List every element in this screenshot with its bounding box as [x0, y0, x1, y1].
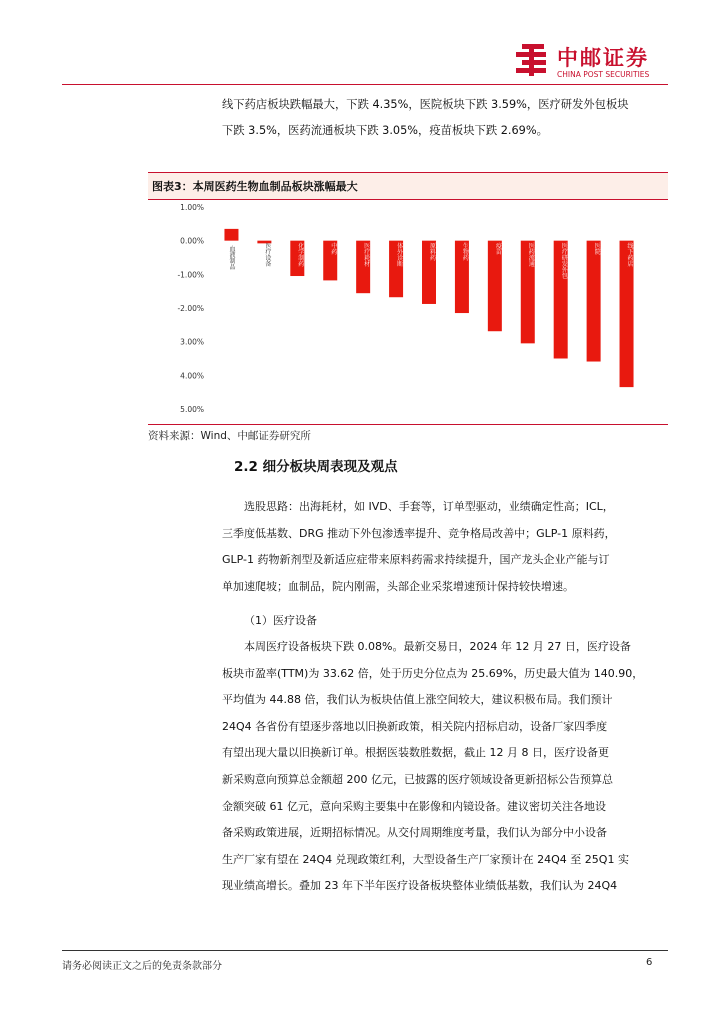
header-divider	[62, 84, 668, 85]
y-tick-label: 3.00%	[180, 337, 204, 347]
y-tick-label: 4.00%	[180, 371, 204, 381]
intro-line-1: 线下药店板块跌幅最大，下跌 4.35%，医院板块下跌 3.59%，医疗研发外包板块	[222, 98, 629, 111]
sector-weekly-change-chart	[148, 198, 668, 420]
category-label: 医药流通	[527, 242, 535, 267]
paragraph-line: 24Q4 各省份有望逐步落地以旧换新政策，相关院内招标启动，设备厂家四季度	[222, 719, 608, 733]
y-tick-label: 0.00%	[180, 236, 204, 246]
china-post-logo-icon	[512, 42, 552, 78]
category-label: 医疗耗材	[362, 242, 370, 267]
paragraph-line: 板块市盈率(TTM)为 33.62 倍，处于历史分位点为 25.69%，历史最大值为 140.90，	[222, 666, 644, 680]
y-tick-label: 1.00%	[180, 203, 204, 212]
paragraph-line: 本周医疗设备板块下跌 0.08%。最新交易日，2024 年 12 月 27 日，医疗设备	[244, 640, 631, 653]
logo-english-name: CHINA POST SECURITIES	[557, 70, 650, 79]
y-tick-label: 5.00%	[180, 405, 204, 414]
intro-line-2: 下跌 3.5%，医药流通板块下跌 3.05%，疫苗板块下跌 2.69%。	[222, 124, 548, 137]
category-label: 化学制药	[296, 242, 304, 267]
paragraph-line: 金额突破 61 亿元，意向采购主要集中在影像和内镜设备。建议密切关注各地设	[222, 799, 606, 813]
paragraph-line: 单加速爬坡；血制品，院内刚需，头部企业采浆增速预计保持较快增速。	[222, 579, 574, 593]
medical-devices-paragraph	[222, 634, 668, 900]
category-label: 原料药	[428, 242, 436, 261]
category-label: 医院	[593, 242, 601, 255]
page-number: 6	[646, 957, 653, 968]
paragraph-line: 有望出现大量以旧换新订单。根据医装数胜数据，截止 12 月 8 日，医疗设备更	[222, 746, 609, 760]
paragraph-line: GLP-1 药物新剂型及新适应症带来原料药需求持续提升，国产龙头企业产能与订	[222, 553, 610, 567]
bar-医院	[587, 241, 601, 362]
bar-血液制品	[224, 229, 238, 241]
paragraph-line: 选股思路：出海耗材，如 IVD、手套等，订单型驱动，业绩确定性高；ICL，	[244, 500, 614, 513]
logo-chinese-name: 中邮证券	[557, 46, 649, 70]
footer-disclaimer: 请务必阅读正文之后的免责条款部分	[62, 961, 222, 972]
category-label: 医疗设备	[263, 242, 271, 267]
paragraph-line: 三季度低基数、DRG 推动下外包渗透率提升、竞争格局改善中；GLP-1 原料药，	[222, 526, 616, 540]
footer-divider	[62, 950, 668, 951]
figure-source: 资料来源：Wind、中邮证券研究所	[148, 430, 311, 442]
subheading-medical-devices: （1）医疗设备	[244, 614, 317, 627]
figure-title-bar	[148, 172, 668, 200]
paragraph-line: 生产厂家有望在 24Q4 兑现政策红利，大型设备生产厂家预计在 24Q4 至 25Q1 实	[222, 852, 629, 866]
paragraph-line: 新采购意向预算总金额超 200 亿元，已披露的医疗领域设备更新招标公告预算总	[222, 772, 613, 786]
stock-selection-paragraph	[222, 494, 668, 600]
y-tick-label: -1.00%	[177, 270, 204, 280]
category-label: 疫苗	[494, 242, 502, 255]
source-divider	[148, 424, 668, 425]
category-label: 医疗研发外包	[560, 242, 568, 279]
paragraph-line: 平均值为 44.88 倍，我们认为板块估值上涨空间较大，建议积极布局。我们预计	[222, 693, 613, 707]
y-tick-label: -2.00%	[177, 304, 204, 313]
category-label: 生物药	[461, 242, 469, 261]
category-label: 血液制品	[227, 245, 235, 270]
paragraph-line: 现业绩高增长。叠加 23 年下半年医疗设备板块整体业绩低基数，我们认为 24Q4	[222, 879, 618, 893]
company-logo	[512, 40, 672, 82]
figure-title: 图表3：本周医药生物血制品板块涨幅最大	[152, 180, 358, 193]
category-label: 线下药店	[626, 242, 634, 267]
category-label: 中药	[329, 242, 337, 255]
section-title: 2.2 细分板块周表现及观点	[234, 459, 398, 475]
paragraph-line: 备采购政策进展，近期招标情况。从交付周期维度考量，我们认为部分中小设备	[222, 826, 607, 840]
category-label: 体外诊断	[395, 242, 403, 267]
